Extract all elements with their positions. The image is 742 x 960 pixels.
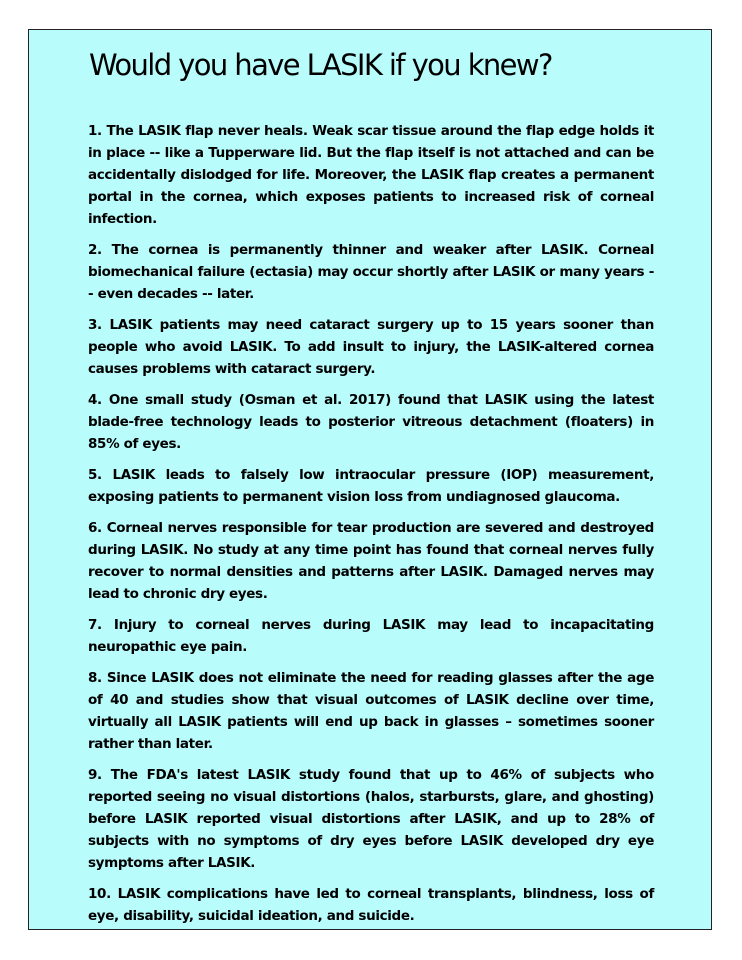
fact-item-9: 9. The FDA's latest LASIK study found that up to 46% of subjects who reported seeing no visual distortions (halos, starbursts, glare, and ghosting) before LASIK reported visual distortions after LASIK, and up to 28% of subjects with no symptoms of dry eyes before LASIK developed dry eye symptoms after LASIK.: [88, 767, 654, 871]
fact-item-7: 7. Injury to corneal nerves during LASIK may lead to incapacitating neuropathic eye pain.: [88, 617, 654, 655]
fact-item-2: 2. The cornea is permanently thinner and weaker after LASIK. Corneal biomechanical failure (ectasia) may occur shortly after LASIK or many years -- even decades -- later.: [88, 242, 654, 302]
document-page: [28, 29, 712, 930]
page-title: Would you have LASIK if you knew?: [89, 48, 552, 82]
fact-item-5: 5. LASIK leads to falsely low intraocular pressure (IOP) measurement, exposing patients to permanent vision loss from undiagnosed glaucoma.: [88, 467, 654, 505]
fact-item-10: 10. LASIK complications have led to corneal transplants, blindness, loss of eye, disability, suicidal ideation, and suicide.: [88, 886, 654, 924]
fact-item-6: 6. Corneal nerves responsible for tear production are severed and destroyed during LASIK. No study at any time point has found that corneal nerves fully recover to normal densities and patterns after LASIK. Damaged nerves may lead to chronic dry eyes.: [88, 520, 654, 602]
fact-item-8: 8. Since LASIK does not eliminate the need for reading glasses after the age of 40 and studies show that visual outcomes of LASIK decline over time, virtually all LASIK patients will end up back in glasses – sometimes sooner rather than later.: [88, 670, 654, 752]
facts-list: [88, 120, 654, 936]
fact-item-4: 4. One small study (Osman et al. 2017) found that LASIK using the latest blade-free technology leads to posterior vitreous detachment (floaters) in 85% of eyes.: [88, 392, 654, 452]
fact-item-3: 3. LASIK patients may need cataract surgery up to 15 years sooner than people who avoid LASIK. To add insult to injury, the LASIK-altered cornea causes problems with cataract surgery.: [88, 317, 654, 377]
fact-item-1: 1. The LASIK flap never heals. Weak scar tissue around the flap edge holds it in place -- like a Tupperware lid. But the flap itself is not attached and can be accidentally dislodged for life. Moreover, the LASIK flap creates a permanent portal in the cornea, which exposes patients to increased risk of corneal infection.: [88, 123, 654, 227]
